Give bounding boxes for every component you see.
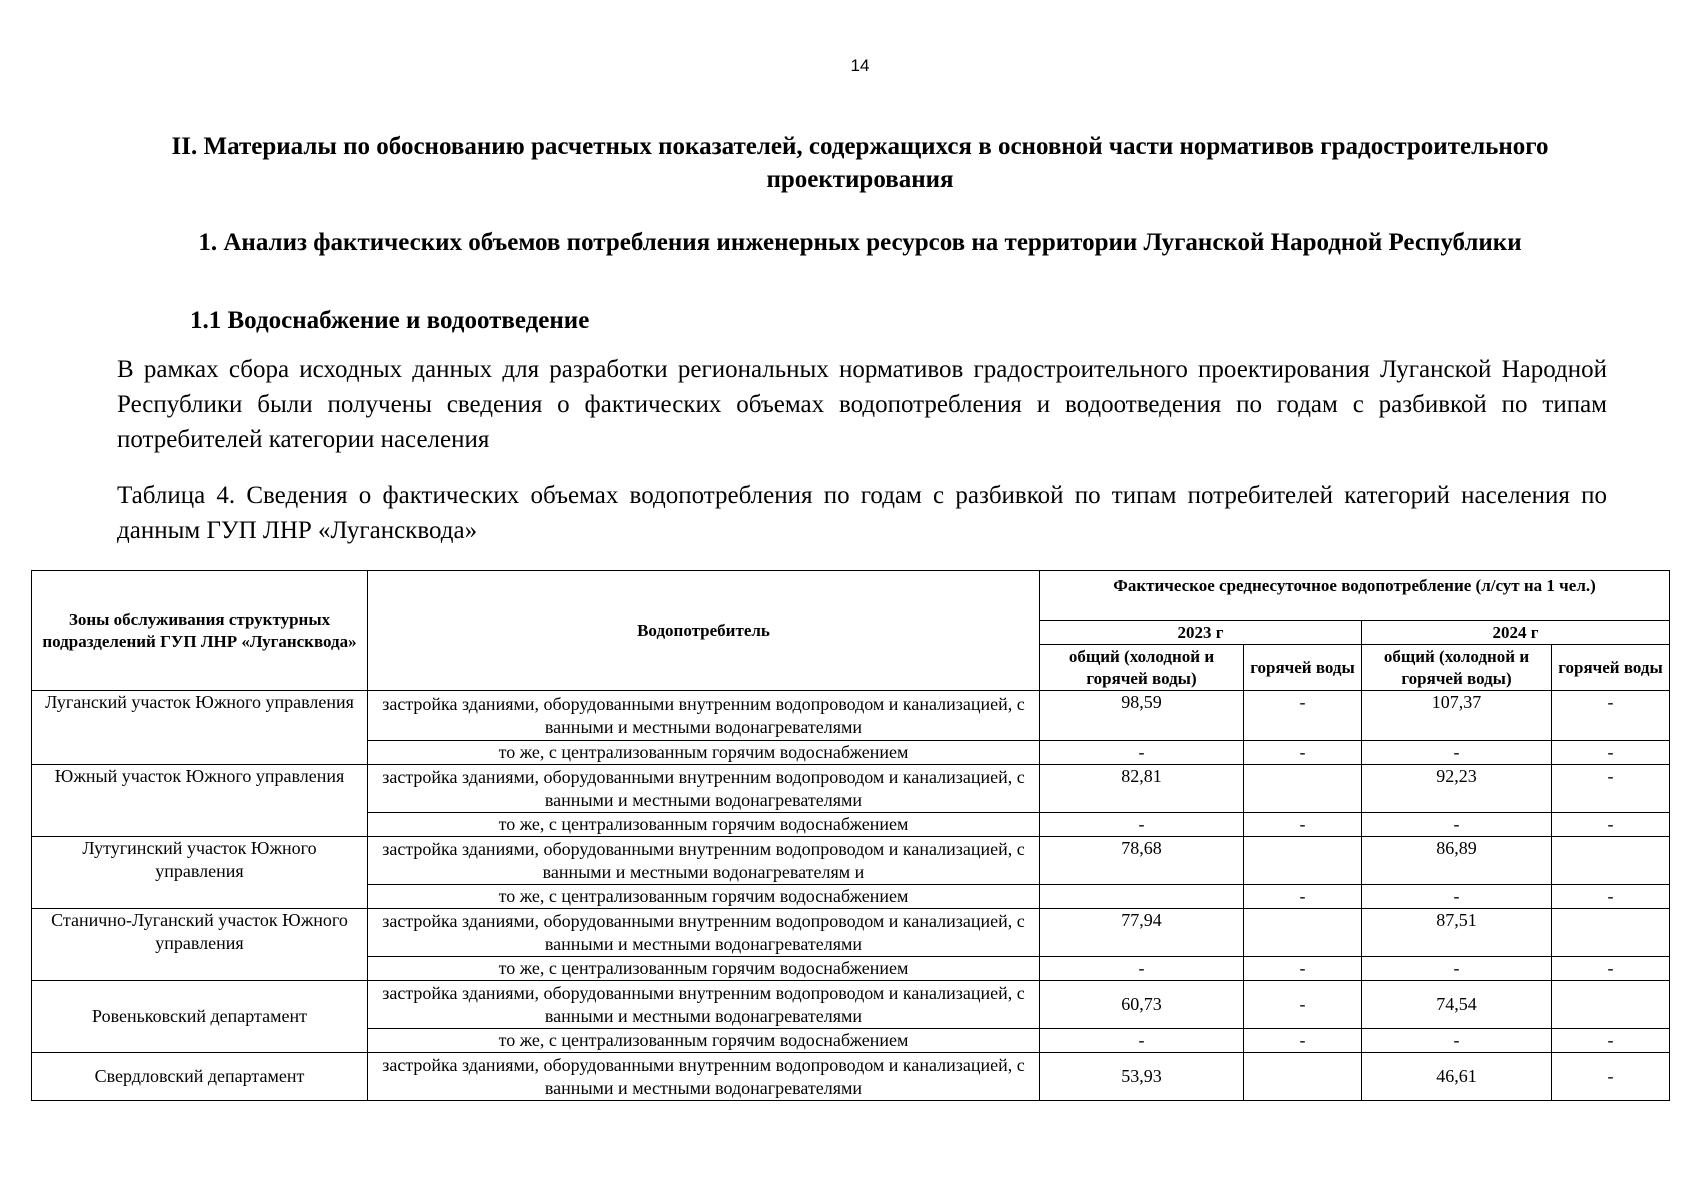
value-cell: - — [1362, 957, 1552, 981]
value-cell — [1552, 981, 1670, 1029]
value-cell — [1244, 1053, 1362, 1101]
value-cell: - — [1552, 1029, 1670, 1053]
value-cell: - — [1040, 741, 1244, 765]
zone-cell: Лутугинский участок Южного управления — [32, 837, 368, 909]
consumer-cell: застройка зданиями, оборудованными внутренним водопроводом и канализацией, с ванными и местными водонагревателями — [368, 909, 1040, 957]
value-cell: - — [1244, 691, 1362, 741]
header-zone: Зоны обслуживания структурных подразделений ГУП ЛНР «Лугансквода» — [32, 571, 368, 691]
section-heading: 1. Анализ фактических объемов потребления инженерных ресурсов на территории Луганской Народной Республики — [198, 229, 1522, 256]
value-cell — [1244, 837, 1362, 885]
value-cell: 60,73 — [1040, 981, 1244, 1029]
value-cell: 107,37 — [1362, 691, 1552, 741]
value-cell: - — [1244, 981, 1362, 1029]
header-consumer: Водопотребитель — [368, 571, 1040, 691]
value-cell: - — [1552, 1053, 1670, 1101]
value-cell: - — [1552, 957, 1670, 981]
header-actual-consumption: Фактическое среднесуточное водопотребление (л/сут на 1 чел.) — [1040, 571, 1670, 621]
value-cell: - — [1362, 885, 1552, 909]
value-cell: - — [1552, 885, 1670, 909]
table-caption: Таблица 4. Сведения о фактических объемах водопотребления по годам с разбивкой по типам потребителей категорий населения по данным ГУП ЛНР «Лугансквода» — [117, 482, 1607, 544]
value-cell: 98,59 — [1040, 691, 1244, 741]
value-cell: 78,68 — [1040, 837, 1244, 885]
consumer-cell: застройка зданиями, оборудованными внутренним водопроводом и канализацией, с ванными и местными водонагревателями — [368, 765, 1040, 813]
consumer-cell: застройка зданиями, оборудованными внутренним водопроводом и канализацией, с ванными и местными водонагревателями — [368, 1053, 1040, 1101]
zone-cell: Ровеньковский департамент — [32, 981, 368, 1053]
value-cell: - — [1552, 765, 1670, 813]
value-cell — [1244, 765, 1362, 813]
value-cell: 87,51 — [1362, 909, 1552, 957]
table-row — [32, 837, 1670, 885]
value-cell: - — [1362, 741, 1552, 765]
value-cell: - — [1552, 741, 1670, 765]
consumer-cell: то же, с централизованным горячим водоснабжением — [368, 1029, 1040, 1053]
header-year-2023: 2023 г — [1040, 621, 1362, 645]
value-cell: - — [1552, 813, 1670, 837]
consumer-cell: застройка зданиями, оборудованными внутренним водопроводом и канализацией, с ванными и местными водонагревателями — [368, 691, 1040, 741]
value-cell — [1552, 837, 1670, 885]
header-year-2024: 2024 г — [1362, 621, 1670, 645]
table-row — [32, 909, 1670, 957]
value-cell — [1552, 909, 1670, 957]
value-cell: - — [1244, 741, 1362, 765]
value-cell — [1040, 885, 1244, 909]
intro-paragraph: В рамках сбора исходных данных для разработки региональных нормативов градостроительного проектирования Луганской Народной Республики были получены сведения о фактических объемах водопотребления и водоотведения по годам с разбивкой по типам потребителей категории населения — [117, 356, 1607, 453]
header-hot-2024: горячей воды — [1552, 645, 1670, 691]
value-cell: 86,89 — [1362, 837, 1552, 885]
table-row — [32, 1053, 1670, 1101]
value-cell: - — [1244, 885, 1362, 909]
value-cell: - — [1244, 957, 1362, 981]
consumer-cell: застройка зданиями, оборудованными внутренним водопроводом и канализацией, с ванными и местными водонагревателям и — [368, 837, 1040, 885]
consumer-cell: то же, с централизованным горячим водоснабжением — [368, 741, 1040, 765]
consumer-cell: то же, с централизованным горячим водоснабжением — [368, 957, 1040, 981]
table-row — [32, 691, 1670, 741]
consumer-cell: то же, с централизованным горячим водоснабжением — [368, 813, 1040, 837]
table-row — [32, 765, 1670, 813]
header-hot-2023: горячей воды — [1244, 645, 1362, 691]
zone-cell: Станично-Луганский участок Южного управления — [32, 909, 368, 981]
value-cell: - — [1040, 813, 1244, 837]
consumer-cell: застройка зданиями, оборудованными внутренним водопроводом и канализацией, с ванными и местными водонагревателями — [368, 981, 1040, 1029]
value-cell: - — [1244, 813, 1362, 837]
value-cell: 53,93 — [1040, 1053, 1244, 1101]
zone-cell: Свердловский департамент — [32, 1053, 368, 1101]
value-cell: - — [1552, 691, 1670, 741]
value-cell: 82,81 — [1040, 765, 1244, 813]
header-total-2023: общий (холодной и горячей воды) — [1040, 645, 1244, 691]
value-cell: - — [1040, 1029, 1244, 1053]
main-heading: II. Материалы по обоснованию расчетных показателей, содержащихся в основной части нормативов градостроительного проектирования — [171, 133, 1549, 193]
table-row — [32, 981, 1670, 1029]
value-cell: 46,61 — [1362, 1053, 1552, 1101]
zone-cell: Луганский участок Южного управления — [32, 691, 368, 765]
value-cell: 92,23 — [1362, 765, 1552, 813]
value-cell: 74,54 — [1362, 981, 1552, 1029]
subsection-heading: 1.1 Водоснабжение и водоотведение — [190, 307, 590, 334]
header-total-2024: общий (холодной и горячей воды) — [1362, 645, 1552, 691]
value-cell: - — [1244, 1029, 1362, 1053]
value-cell: - — [1362, 1029, 1552, 1053]
value-cell: 77,94 — [1040, 909, 1244, 957]
value-cell: - — [1362, 813, 1552, 837]
value-cell — [1244, 909, 1362, 957]
zone-cell: Южный участок Южного управления — [32, 765, 368, 837]
water-consumption-table — [31, 570, 1670, 1101]
page-number: 14 — [850, 56, 870, 75]
consumer-cell: то же, с централизованным горячим водоснабжением — [368, 885, 1040, 909]
value-cell: - — [1040, 957, 1244, 981]
